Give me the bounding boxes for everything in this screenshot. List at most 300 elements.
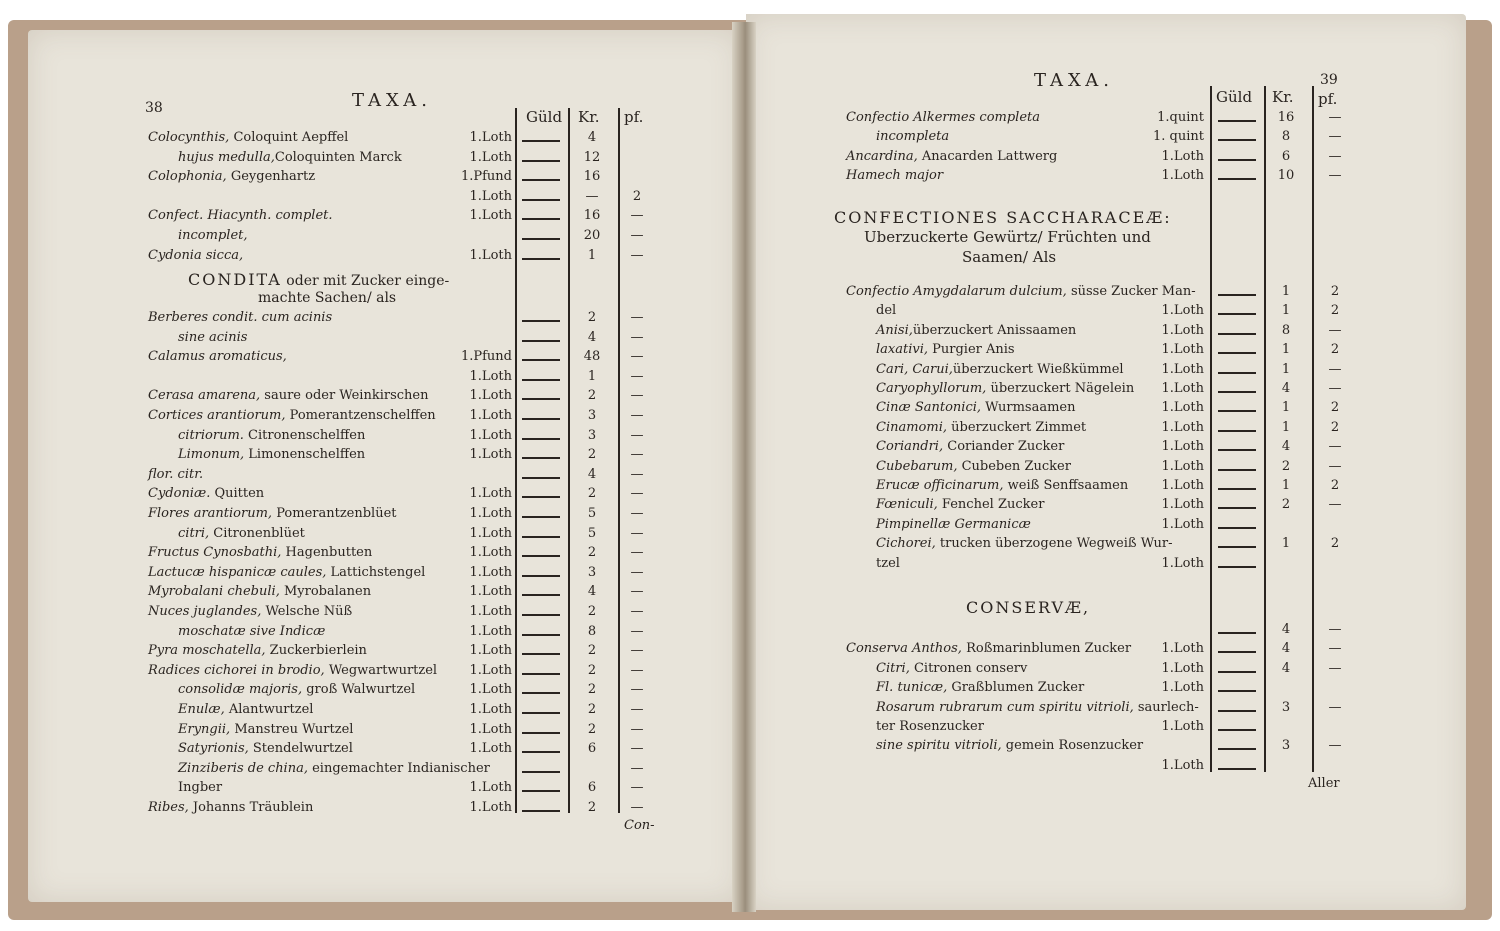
unit: 1.Loth <box>1161 555 1204 571</box>
guld-dash <box>522 790 560 792</box>
kreuzer-value: 1 <box>1281 400 1291 416</box>
pfennig-value: — <box>1328 738 1342 754</box>
right-page-number: 39 <box>1320 72 1338 88</box>
latin-name: Ribes, <box>148 800 189 815</box>
left-b-row <box>0 604 1500 624</box>
guld-dash <box>522 594 560 596</box>
pfennig-value: 2 <box>632 188 642 204</box>
right-b-row <box>0 556 1500 576</box>
latin-name: incompleta <box>876 129 950 145</box>
german-name: Manstreu Wurtzel <box>230 721 354 737</box>
latin-name: Erucæ officinarum, <box>876 478 1004 493</box>
right-b-row <box>0 478 1500 498</box>
pfennig-value: — <box>630 486 644 502</box>
right-b-row-label <box>876 459 1071 474</box>
right-b-row <box>0 362 1500 382</box>
left-b-row-label <box>148 800 313 815</box>
pfennig-value: — <box>630 329 644 345</box>
guld-dash <box>1218 507 1256 509</box>
left-a-row-label <box>148 208 333 223</box>
latin-name: Myrobalani chebuli, <box>148 584 280 600</box>
pfennig-value: — <box>630 780 644 796</box>
latin-name: Fœniculi, <box>876 497 938 513</box>
german-name: Purgier Anis <box>928 342 1015 358</box>
latin-name: Cinæ Santonici, <box>876 400 982 416</box>
pfennig-value: — <box>1328 148 1342 164</box>
latin-name: incomplet, <box>178 228 248 243</box>
kreuzer-value: 5 <box>587 525 597 541</box>
latin-name: flor. citr. <box>148 466 204 482</box>
pfennig-value: — <box>630 643 644 659</box>
guld-dash <box>1218 449 1256 451</box>
kreuzer-value: 4 <box>1281 381 1291 396</box>
left-col-kr: Kr. <box>578 108 600 126</box>
guld-dash <box>1218 313 1256 315</box>
unit: 1.Loth <box>469 447 512 463</box>
kreuzer-value: 2 <box>587 800 597 815</box>
guld-dash <box>1218 566 1256 568</box>
right-b-row <box>0 400 1500 420</box>
unit: 1.quint <box>1157 110 1204 125</box>
kreuzer-value: 3 <box>587 427 597 443</box>
kreuzer-value: 8 <box>1281 322 1291 338</box>
pfennig-value: — <box>630 682 644 698</box>
kreuzer-value: 2 <box>587 643 597 659</box>
kreuzer-value: 3 <box>1281 738 1291 754</box>
pfennig-value: — <box>1328 381 1342 396</box>
unit: 1.Loth <box>469 247 512 263</box>
right-b-row-label <box>876 497 1044 512</box>
german-name: überzuckert Zimmet <box>947 419 1087 435</box>
kreuzer-value: 48 <box>583 349 601 365</box>
pfennig-value: — <box>630 702 644 717</box>
guld-dash <box>522 258 560 260</box>
kreuzer-value: 2 <box>587 721 597 737</box>
guld-dash <box>1218 333 1256 335</box>
german-name: Coloquinten Marck <box>274 149 402 165</box>
kreuzer-value: 2 <box>1281 458 1291 474</box>
pfennig-value: — <box>1328 110 1342 125</box>
guld-dash <box>1218 391 1256 393</box>
kreuzer-value: 2 <box>587 310 597 325</box>
pfennig-value: — <box>1328 497 1342 513</box>
pfennig-value: — <box>1328 641 1342 657</box>
guld-dash <box>1218 159 1256 161</box>
left-a-row-label <box>148 248 243 263</box>
german-name: Geygenhartz <box>226 169 316 185</box>
right-a-row <box>0 129 1500 149</box>
right-c-row <box>0 641 1500 661</box>
kreuzer-value: 4 <box>587 466 597 482</box>
pfennig-value: — <box>1328 361 1342 377</box>
german-name: Wurmsaamen <box>981 400 1076 416</box>
latin-name: Satyrionis, <box>178 741 249 757</box>
right-c-row <box>0 719 1500 739</box>
unit: 1.Loth <box>469 682 512 698</box>
guld-dash <box>1218 768 1256 770</box>
right-b-row-label <box>876 556 900 571</box>
right-b-row <box>0 517 1500 537</box>
latin-name: Pimpinellæ Germanicæ <box>876 516 1031 532</box>
unit: 1.Loth <box>1161 361 1204 377</box>
german-name: Fenchel Zucker <box>937 497 1045 513</box>
latin-name: Cubebarum, <box>876 458 958 474</box>
unit: 1.Loth <box>469 604 512 619</box>
right-b-row-label <box>876 323 1076 338</box>
pfennig-value: 2 <box>1330 536 1340 552</box>
pfennig-value: — <box>1328 129 1342 145</box>
latin-name: Rosarum rubrarum cum spiritu vitrioli, <box>876 699 1134 715</box>
kreuzer-value: 6 <box>1281 148 1291 164</box>
unit: 1.Loth <box>469 506 512 521</box>
kreuzer-value: 20 <box>583 228 601 243</box>
kreuzer-value: 3 <box>587 408 597 423</box>
guld-dash <box>1218 671 1256 673</box>
right-b-row <box>0 303 1500 323</box>
right-b-row <box>0 497 1500 517</box>
pfennig-value: — <box>630 662 644 678</box>
unit: 1.Loth <box>1161 757 1204 773</box>
right-b-row <box>0 342 1500 365</box>
kreuzer-value: 2 <box>587 447 597 463</box>
latin-name: Zinziberis de china, <box>178 760 308 776</box>
latin-name: Anisi, <box>876 322 913 338</box>
unit: 1.Loth <box>469 388 512 404</box>
right-section1-title: CONFECTIONES SACCHARACEÆ: <box>834 208 1172 227</box>
kreuzer-value: 12 <box>583 149 601 165</box>
pfennig-value: — <box>1328 458 1342 474</box>
german-name: überzuckert Nägelein <box>986 381 1135 396</box>
unit: 1.Pfund <box>460 169 512 185</box>
latin-name: Cerasa amarena, <box>148 388 261 404</box>
guld-dash <box>522 199 560 201</box>
left-b-row <box>0 780 1500 800</box>
right-b-row-label <box>876 517 1031 532</box>
right-c-row <box>0 680 1500 700</box>
kreuzer-value: 3 <box>587 564 597 580</box>
pfennig-value: — <box>630 247 644 263</box>
latin-name: Lactucæ hispanicæ caules, <box>148 564 327 580</box>
guld-dash <box>1218 546 1256 548</box>
kreuzer-value: 1 <box>587 247 597 263</box>
unit: 1.Loth <box>1161 497 1204 513</box>
unit: 1.Loth <box>1161 478 1204 493</box>
right-section1-line1: Uberzuckerte Gewürtz/ Früchten und <box>864 228 1151 246</box>
left-col-guld: Güld <box>526 108 563 126</box>
unit: 1. quint <box>1153 129 1204 145</box>
left-a-row-label <box>178 228 248 243</box>
kreuzer-value: 4 <box>587 130 597 145</box>
left-section-name: CONDITA <box>188 270 282 289</box>
unit: 1.Loth <box>1161 516 1204 532</box>
unit: 1.Loth <box>469 149 512 165</box>
latin-name: Colophonia, <box>148 169 227 185</box>
pfennig-value: — <box>1328 660 1342 676</box>
right-b-row-label <box>876 420 1086 435</box>
unit: 1.Loth <box>469 130 512 145</box>
unit: 1.Loth <box>469 643 512 659</box>
pfennig-value: — <box>630 584 644 600</box>
pfennig-value: — <box>630 208 644 224</box>
left-b-row <box>0 584 1500 604</box>
kreuzer-value: 2 <box>587 604 597 619</box>
latin-name: Cichorei, <box>876 536 936 552</box>
unit: 1.Loth <box>1161 303 1204 319</box>
german-name: Lattichstengel <box>326 564 426 580</box>
german-name: eingemachter Indianischer <box>307 760 490 776</box>
kreuzer-value: 2 <box>587 702 597 717</box>
unit: 1.Loth <box>469 525 512 541</box>
latin-name: Caryophyllorum, <box>876 381 987 396</box>
kreuzer-value: 1 <box>1281 342 1291 358</box>
unit: 1.Loth <box>1161 680 1204 696</box>
kreuzer-value: 5 <box>587 506 597 521</box>
guld-dash <box>1218 352 1256 354</box>
right-a-row-label <box>876 129 949 144</box>
latin-name: Calamus aromaticus, <box>148 349 287 365</box>
guld-dash <box>1218 120 1256 122</box>
kreuzer-value: 1 <box>1281 536 1291 552</box>
unit: 1.Loth <box>469 564 512 580</box>
pfennig-value: — <box>630 623 644 639</box>
german-name: überzuckert Wießkümmel <box>952 361 1124 377</box>
latin-name: Nuces juglandes, <box>148 604 262 619</box>
right-a-row-label <box>846 110 1040 125</box>
latin-name: moschatæ sive Indicæ <box>178 623 326 639</box>
right-c-row-label <box>876 661 1027 676</box>
german-name: Hagenbutten <box>281 545 373 561</box>
right-a-row <box>0 149 1500 169</box>
right-b-row-label <box>846 284 1196 299</box>
pfennig-value: — <box>630 349 644 365</box>
guld-dash <box>1218 139 1256 141</box>
german-name: Citronenschelffen <box>243 427 366 443</box>
guld-dash <box>1218 372 1256 374</box>
guld-dash <box>522 810 560 812</box>
german-name: tzel <box>876 555 900 571</box>
latin-name: Citri, <box>876 660 910 676</box>
guld-dash <box>1218 488 1256 490</box>
latin-name: Flores arantiorum, <box>148 506 273 521</box>
right-catchword: Aller <box>1308 776 1340 791</box>
right-b-row <box>0 536 1500 556</box>
unit: 1.Loth <box>1161 660 1204 676</box>
right-c-row-label <box>876 719 984 734</box>
german-name: Johanns Träublein <box>188 800 314 815</box>
pfennig-value: — <box>1328 439 1342 455</box>
right-b-row <box>0 439 1500 459</box>
latin-name: Pyra moschatella, <box>148 643 266 659</box>
right-b-row-label <box>876 342 1015 357</box>
latin-name: Confect. Hiacynth. complet. <box>148 208 333 224</box>
unit: 1.Loth <box>469 188 512 204</box>
pfennig-value: — <box>630 760 644 776</box>
kreuzer-value: 10 <box>1277 168 1295 184</box>
left-b-row-label <box>148 584 371 599</box>
unit: 1.Loth <box>469 741 512 757</box>
right-col-guld: Güld <box>1216 88 1253 106</box>
unit: 1.Loth <box>1161 641 1204 657</box>
latin-name: Cydoniæ. <box>148 486 211 502</box>
latin-name: Ancardina, <box>846 148 918 164</box>
pfennig-value: 2 <box>1330 478 1340 493</box>
latin-name: sine spiritu vitrioli, <box>876 738 1002 754</box>
latin-name: laxativi, <box>876 342 929 358</box>
german-name: überzuckert Anissaamen <box>912 322 1077 338</box>
pfennig-value: — <box>630 545 644 561</box>
latin-name: Fructus Cynosbathi, <box>148 545 282 561</box>
latin-name: hujus medulla, <box>178 149 275 165</box>
pfennig-value: — <box>630 564 644 580</box>
pfennig-value: 2 <box>1330 400 1340 416</box>
right-b-row-label <box>876 439 1064 454</box>
pfennig-value: — <box>630 466 644 482</box>
german-name: Coloquint Aepffel <box>229 130 349 145</box>
latin-name: Cinamomi, <box>876 419 947 435</box>
unit: 1.Loth <box>469 721 512 737</box>
unit: 1.Loth <box>1161 458 1204 474</box>
pfennig-value: — <box>630 506 644 521</box>
kreuzer-value: 4 <box>587 329 597 345</box>
left-page-header: TAXA. <box>352 90 432 111</box>
pfennig-value: 2 <box>1330 303 1340 319</box>
right-a-row-label <box>846 168 943 183</box>
unit: 1.Loth <box>1161 168 1204 184</box>
pfennig-value: — <box>1328 168 1342 184</box>
german-name: Wegwartwurtzel <box>324 662 438 678</box>
german-name: Zuckerbierlein <box>265 643 367 659</box>
unit: 1.Loth <box>469 408 512 423</box>
kreuzer-value: 1 <box>1281 284 1291 299</box>
kreuzer-value: 6 <box>587 741 597 757</box>
right-c-row-label <box>876 700 1199 715</box>
pfennig-value: — <box>630 447 644 463</box>
pfennig-value: — <box>1328 622 1342 637</box>
latin-name: Conserva Anthos, <box>846 641 962 657</box>
pfennig-value: — <box>630 525 644 541</box>
latin-name: Confectio Amygdalarum dulcium, <box>846 284 1067 299</box>
right-c-row <box>0 758 1500 778</box>
guld-dash <box>1218 430 1256 432</box>
german-name: Cubeben Zucker <box>957 458 1071 474</box>
right-section1-line2: Saamen/ Als <box>962 248 1057 266</box>
left-a-row <box>0 228 1500 248</box>
guld-dash <box>1218 690 1256 692</box>
german-name: Pomerantzenschelffen <box>285 408 436 423</box>
kreuzer-value: 2 <box>587 662 597 678</box>
german-name: Graßblumen Zucker <box>947 680 1085 696</box>
pfennig-value: — <box>1328 322 1342 338</box>
guld-dash <box>1218 527 1256 529</box>
right-b-row <box>0 381 1500 404</box>
unit: 1.Loth <box>469 623 512 639</box>
pfennig-value: 2 <box>1330 284 1340 299</box>
unit: 1.Loth <box>469 368 512 384</box>
right-b-row-label <box>876 478 1128 493</box>
unit: 1.Loth <box>469 800 512 815</box>
german-name: ter Rosenzucker <box>876 719 984 734</box>
pfennig-value: — <box>630 800 644 815</box>
unit: 1.Loth <box>469 662 512 678</box>
kreuzer-value: 2 <box>587 682 597 698</box>
guld-dash <box>1218 294 1256 296</box>
latin-name: Confectio Alkermes completa <box>846 110 1041 125</box>
left-col-pf: pf. <box>624 108 644 126</box>
latin-name: citri, <box>178 525 210 541</box>
german-name: del <box>876 303 897 319</box>
unit: 1.Loth <box>1161 419 1204 435</box>
right-a-row <box>0 168 1500 188</box>
kreuzer-value: 4 <box>1281 622 1291 637</box>
kreuzer-value: 4 <box>1281 660 1291 676</box>
pfennig-value: — <box>1328 699 1342 715</box>
kreuzer-value: 1 <box>1281 361 1291 377</box>
right-c-row <box>0 661 1500 681</box>
right-c-row-label <box>876 738 1143 753</box>
right-b-row-label <box>876 381 1134 396</box>
german-name: saure oder Weinkirschen <box>260 388 429 404</box>
guld-dash <box>522 218 560 220</box>
latin-name: Fl. tunicæ, <box>876 680 948 696</box>
kreuzer-value: 2 <box>1281 497 1291 513</box>
guld-dash <box>1218 469 1256 471</box>
unit: 1.Loth <box>1161 439 1204 455</box>
kreuzer-value: 1 <box>587 368 597 384</box>
right-page-header: TAXA. <box>1034 70 1114 91</box>
right-section2-title: CONSERVÆ, <box>966 598 1091 617</box>
guld-dash <box>522 238 560 240</box>
unit: 1.Loth <box>469 702 512 717</box>
left-page-number: 38 <box>145 100 163 116</box>
right-col-kr: Kr. <box>1272 88 1294 106</box>
left-a-row <box>0 208 1500 228</box>
kreuzer-value: 16 <box>1277 110 1295 125</box>
german-name: groß Walwurtzel <box>302 682 416 698</box>
right-a-row <box>0 110 1500 130</box>
guld-dash <box>1218 632 1256 634</box>
german-name: süsse Zucker Man- <box>1066 284 1196 299</box>
latin-name: consolidæ majoris, <box>178 682 303 698</box>
guld-dash <box>1218 729 1256 731</box>
unit: 1.Loth <box>469 780 512 796</box>
kreuzer-value: 3 <box>1281 699 1291 715</box>
kreuzer-value: 16 <box>583 169 601 185</box>
left-section-line2: machte Sachen/ als <box>258 290 397 306</box>
guld-dash <box>1218 651 1256 653</box>
latin-name: Eryngii, <box>178 721 231 737</box>
kreuzer-value: 2 <box>587 388 597 404</box>
unit: 1.Loth <box>469 545 512 561</box>
kreuzer-value: 4 <box>1281 439 1291 455</box>
latin-name: Enulæ, <box>178 702 225 717</box>
pfennig-value: — <box>630 408 644 423</box>
pfennig-value: — <box>630 310 644 325</box>
kreuzer-value: 8 <box>1281 129 1291 145</box>
unit: 1.Loth <box>1161 400 1204 416</box>
pfennig-value: 2 <box>1330 342 1340 358</box>
german-name: Alantwurtzel <box>224 702 314 717</box>
guld-dash <box>1218 748 1256 750</box>
german-name: weiß Senffsaamen <box>1003 478 1129 493</box>
latin-name: Berberes condit. cum acinis <box>148 310 333 325</box>
left-section-line1: oder mit Zucker einge- <box>281 273 450 289</box>
right-col-pf: pf. <box>1318 90 1338 108</box>
latin-name: Radices cichorei in brodio, <box>148 662 325 678</box>
kreuzer-value: 1 <box>1281 478 1291 493</box>
kreuzer-value: 1 <box>1281 419 1291 435</box>
unit: 1.Loth <box>1161 148 1204 164</box>
kreuzer-value: 2 <box>587 486 597 502</box>
